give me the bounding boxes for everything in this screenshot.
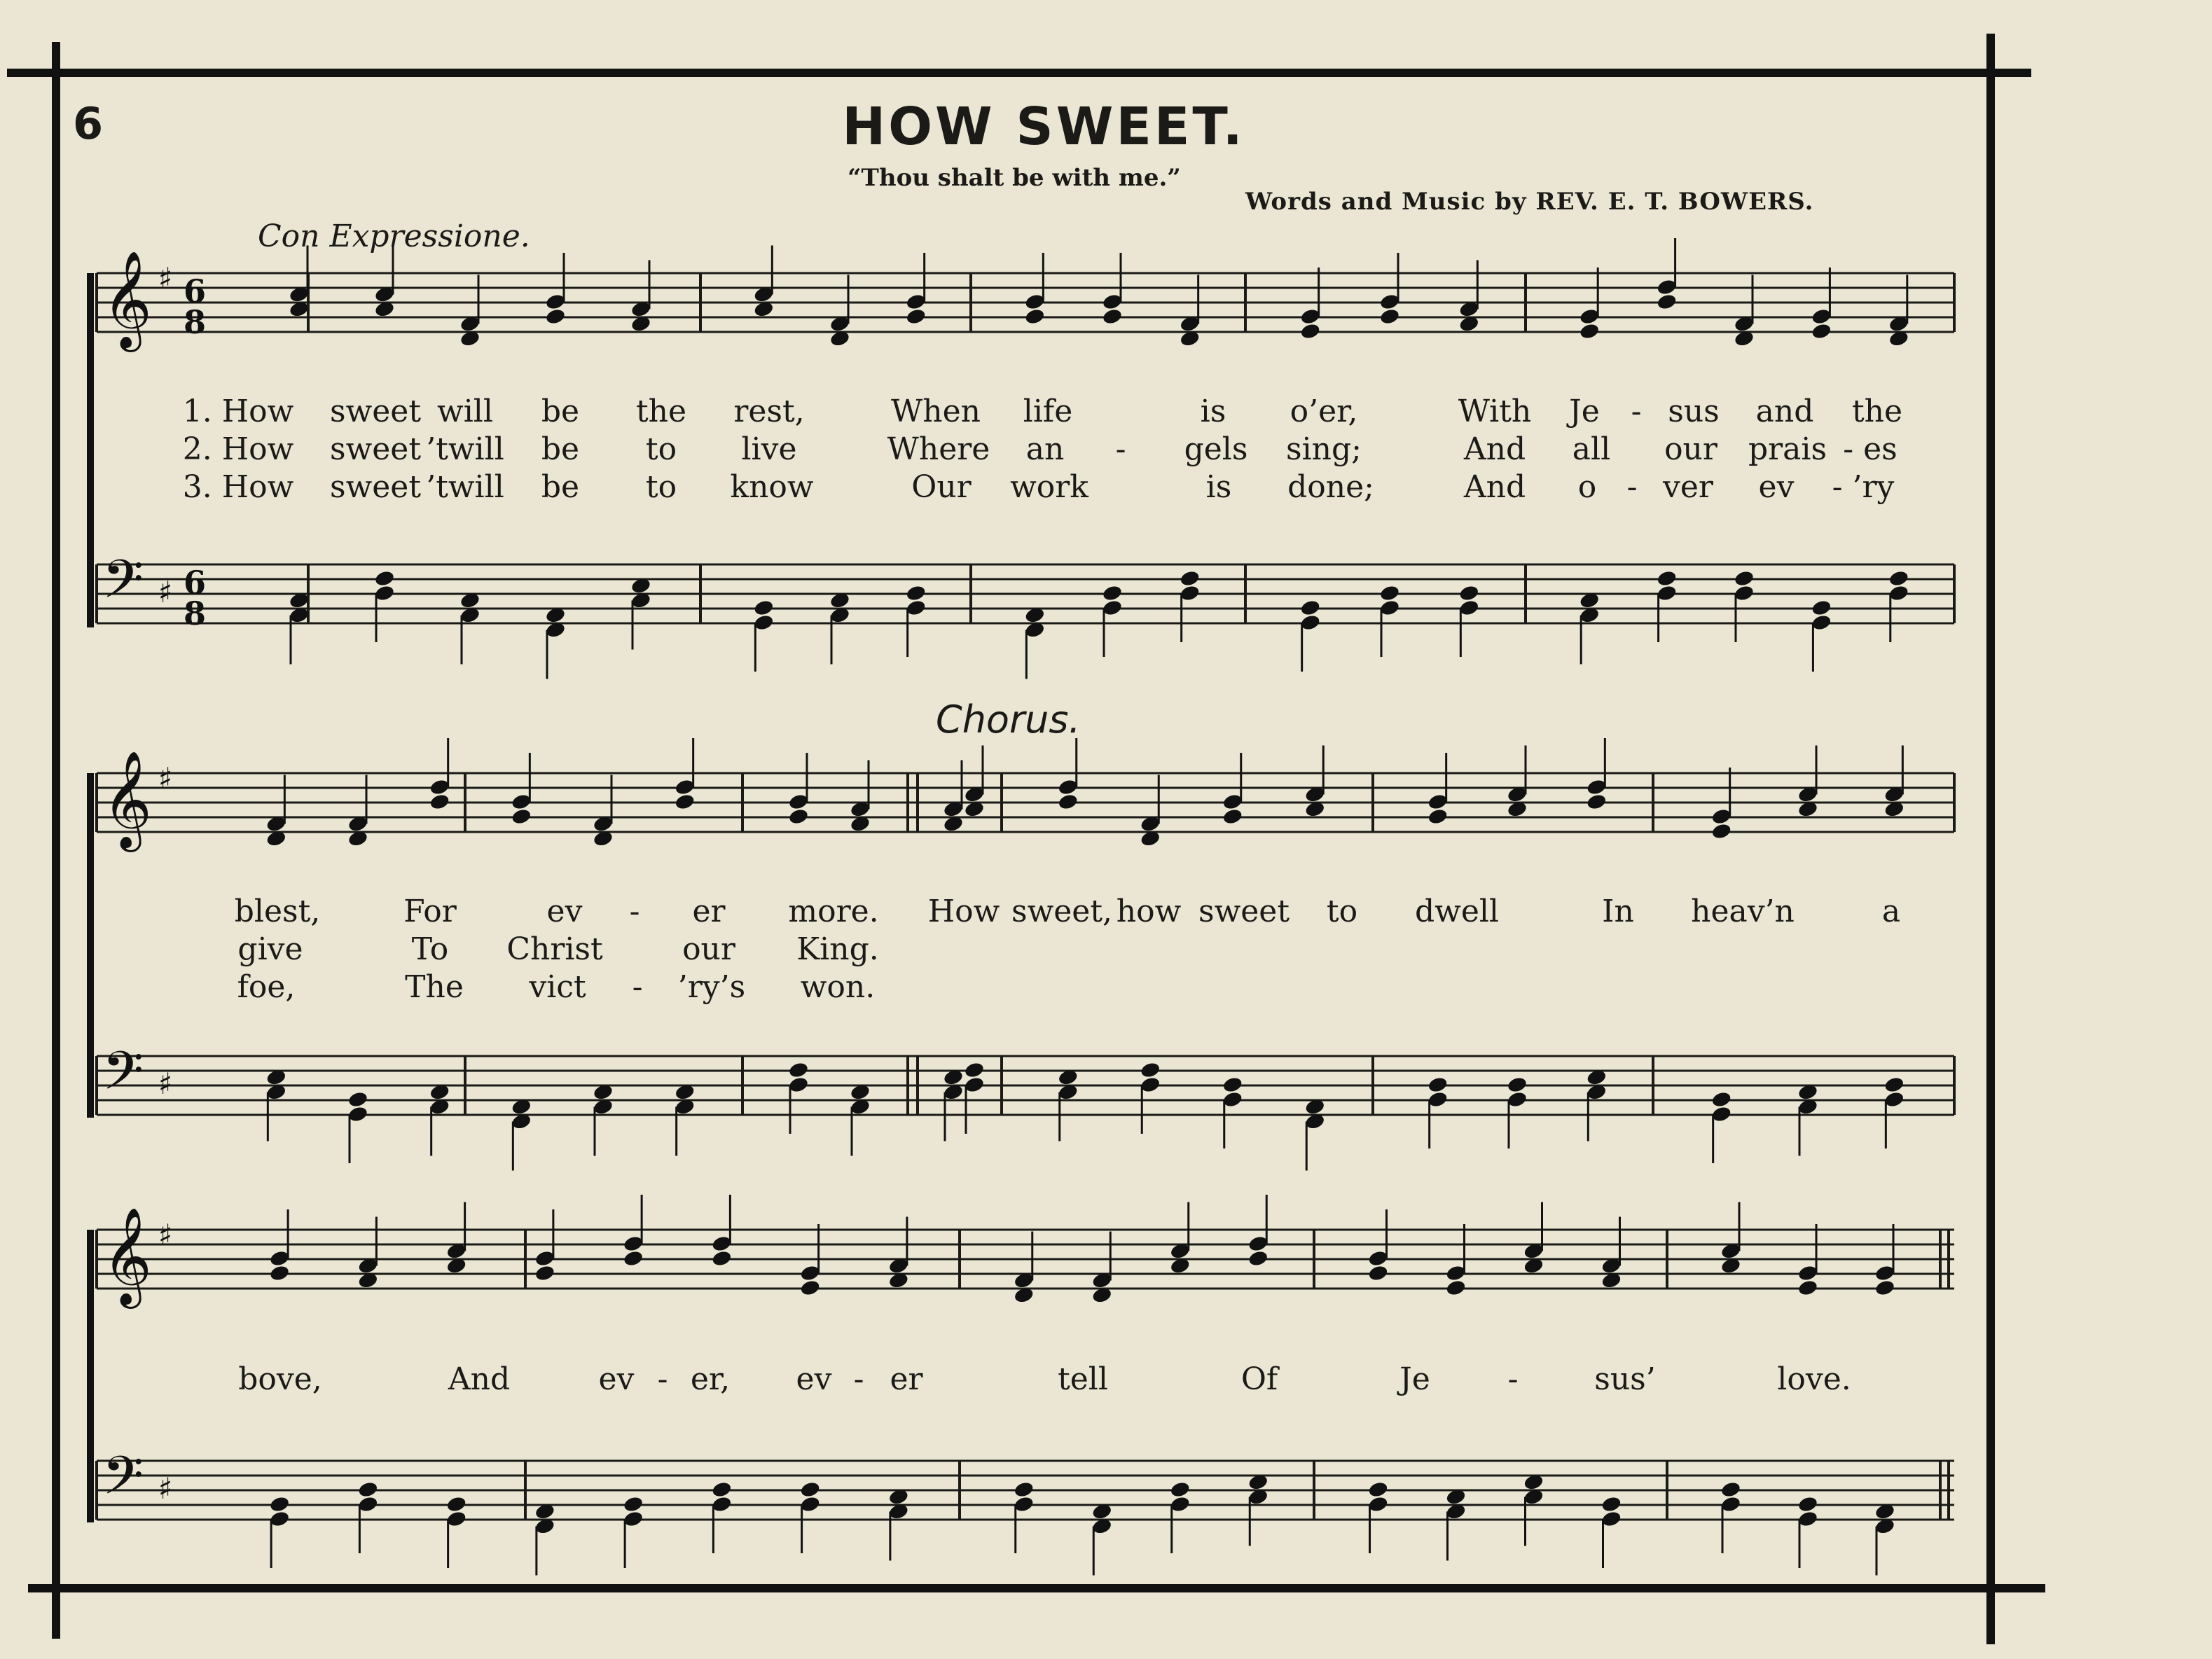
time-signature-numerator: 6 [184,564,207,602]
lyric-syllable: prais [1748,431,1827,467]
notehead [1874,1279,1896,1297]
lyric-syllable: - ’ry [1832,469,1895,505]
lyric-syllable: ev [546,894,583,929]
notehead [1299,599,1321,617]
lyric-syllable: love. [1777,1361,1851,1397]
notehead [788,807,810,826]
lyric-syllable: sweet [329,431,422,467]
lyric-syllable: Je [1399,1361,1430,1397]
bass-clef-icon: 𝄢 [102,548,144,623]
notehead [964,1061,986,1079]
lyric-syllable: won. [800,969,876,1005]
notehead [511,807,532,826]
notehead [799,1480,821,1499]
lyric-syllable: heav’n [1691,894,1795,929]
lyric-syllable: And [1463,469,1526,505]
lyric-syllable: our [682,931,735,967]
lyric-syllable: ’ry’s [677,969,746,1005]
lyric-syllable: our [1664,431,1717,467]
notehead [269,1264,291,1282]
lyric-syllable: bove, [238,1361,322,1397]
lyric-syllable: tell [1058,1361,1108,1397]
sharp-key-signature-icon: ♯ [158,1471,173,1506]
chorus-label: Chorus. [936,697,1081,742]
lyric-syllable: done; [1287,469,1374,505]
lyric-syllable: Our [911,469,972,505]
lyric-syllable: - es [1843,431,1898,467]
lyric-syllable: ’twill [426,469,504,505]
notehead [1797,1495,1819,1513]
system-brace-bar [87,273,94,627]
lyric-syllable: to [645,431,677,467]
notehead [1367,1480,1389,1499]
lyric-syllable: To [411,931,449,967]
bass-clef-icon: 𝄢 [102,1445,144,1520]
notehead [1102,584,1124,602]
lyric-syllable: With [1458,394,1532,429]
lyric-syllable: ’twill [426,431,504,467]
lyric-syllable: ver [1663,469,1713,505]
lyric-syllable: sweet [329,469,422,505]
lyric-syllable: o [1577,469,1597,505]
hymn-title: HOW SWEET. [842,97,1245,157]
notehead [1445,1279,1467,1297]
notehead [1379,584,1401,602]
notehead [1797,1279,1819,1297]
lyric-syllable: be [541,394,580,429]
lyric-syllable: ev [1758,469,1795,505]
notehead [1710,1090,1732,1109]
notehead [1507,1076,1528,1094]
lyric-syllable: is [1200,394,1226,429]
lyric-syllable: - [657,1361,668,1397]
notehead [1720,1480,1742,1499]
lyric-syllable: The [405,969,464,1005]
lyric-syllable: er [692,894,726,929]
page-number: 6 [73,98,104,149]
notehead [1140,1061,1161,1079]
lyric-syllable: ev [598,1361,635,1397]
lyric-syllable: How [927,894,1000,929]
notehead [429,793,450,811]
notehead [1811,322,1832,340]
lyric-syllable: blest, [234,894,321,929]
lyric-syllable: foe, [237,969,296,1005]
notehead [1883,1076,1905,1094]
lyric-syllable: an [1025,431,1065,467]
lyric-syllable: all [1572,431,1611,467]
lyric-syllable: King. [796,931,879,967]
notehead [347,1090,369,1109]
notehead [1013,1480,1035,1499]
tempo-marking: Con Expressione. [258,218,530,254]
notehead [534,1264,556,1282]
notehead [1057,793,1079,811]
lyric-syllable: more. [788,894,879,929]
notehead [674,793,696,811]
sharp-key-signature-icon: ♯ [158,1218,173,1252]
time-signature-numerator: 6 [184,272,207,310]
lyric-syllable: rest, [733,394,805,429]
notehead [1734,569,1755,588]
lyric-syllable: - [853,1361,864,1397]
lyric-syllable: In [1602,894,1634,929]
lyric-syllable: And [448,1361,511,1397]
lyric-syllable: Where [887,431,990,467]
notehead [1169,1480,1191,1499]
lyric-syllable: For [403,894,457,929]
lyric-syllable: - [1631,394,1642,429]
notehead [1579,322,1601,340]
lyric-syllable: the [635,394,687,429]
treble-clef-icon: 𝄞 [102,751,152,848]
notehead [1222,807,1243,826]
lyric-syllable: the [1851,394,1903,429]
notehead [1299,322,1321,340]
sharp-key-signature-icon: ♯ [158,1067,173,1101]
notehead [788,1061,810,1079]
notehead [1656,569,1678,588]
notehead [711,1249,733,1268]
notehead [905,584,927,602]
notehead [357,1480,379,1499]
notehead [1656,293,1678,311]
bass-clef-icon: 𝄢 [102,1040,144,1115]
lyric-syllable: - [1507,1361,1519,1397]
lyric-syllable: a [1881,894,1901,929]
lyric-syllable: 1. How [182,394,294,429]
sharp-key-signature-icon: ♯ [158,261,173,296]
notehead [753,599,775,617]
scripture-subtitle: “Thou shalt be with me.” [848,164,1181,192]
lyric-syllable: live [741,431,797,467]
notehead [445,1495,467,1513]
notehead [1247,1249,1269,1268]
lyric-syllable: sweet [329,394,422,429]
notehead [1379,307,1401,326]
notehead [1458,584,1480,602]
notehead [1222,1076,1243,1094]
time-signature-denominator: 8 [184,303,207,341]
notehead [1427,1076,1449,1094]
lyric-syllable: 3. How [182,469,294,505]
treble-clef-icon: 𝄞 [102,251,152,348]
lyric-syllable: er, [690,1361,731,1397]
lyric-syllable: know [730,469,814,505]
lyric-syllable: Christ [506,931,603,967]
notehead [799,1279,821,1297]
notehead [623,1495,644,1513]
lyric-syllable: dwell [1414,894,1500,929]
lyric-syllable: sus’ [1594,1361,1656,1397]
treble-clef-icon: 𝄞 [102,1207,152,1305]
lyric-syllable: is [1205,469,1232,505]
lyric-syllable: give [237,931,303,967]
lyric-syllable: ev [796,1361,832,1397]
sharp-key-signature-icon: ♯ [158,575,173,609]
lyric-syllable: work [1010,469,1088,505]
notehead [269,1495,291,1513]
lyric-syllable: o’er, [1290,394,1358,429]
lyric-syllable: When [891,394,981,429]
lyric-syllable: And [1463,431,1526,467]
lyric-syllable: will [437,394,493,429]
lyric-syllable: be [541,469,580,505]
lyric-syllable: - [629,894,640,929]
notehead [711,1480,733,1499]
lyric-syllable: how [1116,894,1182,929]
sharp-key-signature-icon: ♯ [158,761,173,796]
lyric-syllable: sweet, [1011,894,1112,929]
notehead [545,307,567,326]
system-brace-bar [87,773,94,1118]
lyric-syllable: Of [1240,1361,1278,1397]
notehead [1811,599,1832,617]
notehead [1888,569,1910,588]
notehead [623,1249,644,1268]
lyric-syllable: and [1755,394,1814,429]
lyric-syllable: to [645,469,677,505]
notehead [1179,569,1201,588]
time-signature-denominator: 8 [184,595,207,632]
lyric-syllable: - [632,969,643,1005]
lyric-syllable: Je [1569,394,1600,429]
lyric-syllable: be [541,431,580,467]
notehead [905,307,927,326]
author-credit: Words and Music by REV. E. T. BOWERS. [1245,188,1814,216]
lyric-syllable: 2. How [182,431,294,467]
system-brace-bar [87,1230,94,1522]
lyric-syllable: - [1115,431,1126,467]
lyric-syllable: to [1326,894,1358,929]
notehead [1601,1495,1622,1513]
notehead [1102,307,1124,326]
notehead [374,569,396,588]
lyric-syllable: - [1626,469,1638,505]
notehead [1710,822,1732,840]
lyric-syllable: er [890,1361,923,1397]
lyric-syllable: life [1023,394,1073,429]
lyric-syllable: sing; [1286,431,1362,467]
lyric-syllable: gels [1184,431,1248,467]
lyric-syllable: sweet [1198,894,1290,929]
notehead [1586,793,1608,811]
lyric-syllable: vict [529,969,586,1005]
lyric-syllable: sus [1668,394,1720,429]
notehead [1427,807,1449,826]
notehead [1024,307,1046,326]
notehead [1367,1264,1389,1282]
